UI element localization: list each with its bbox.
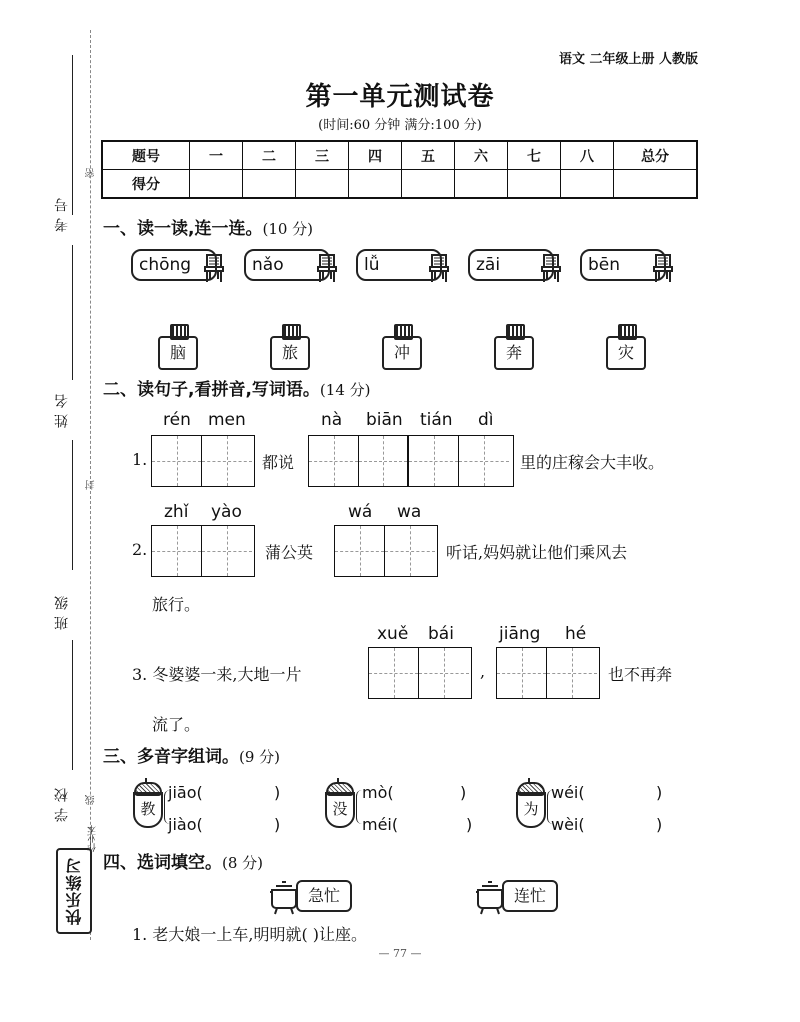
pinyin-hint: men xyxy=(208,410,246,430)
sentence-text: 里的庄稼会大丰收。 xyxy=(520,453,665,472)
score-cell[interactable] xyxy=(402,170,455,199)
score-header-cell: 总分 xyxy=(614,141,698,170)
chair-icon xyxy=(426,253,452,283)
score-header-cell: 一 xyxy=(190,141,243,170)
paren-close: ) xyxy=(274,783,281,802)
pinyin-hint: xuě xyxy=(377,624,409,644)
score-header-cell: 六 xyxy=(455,141,508,170)
score-cell[interactable] xyxy=(190,170,243,199)
score-header-cell: 七 xyxy=(508,141,561,170)
writing-grid[interactable] xyxy=(496,647,600,699)
score-cell[interactable] xyxy=(455,170,508,199)
sentence-text: 听话,妈妈就让他们乘风去 xyxy=(446,543,628,562)
pinyin-hint: rén xyxy=(163,410,191,430)
brand-logo: 快乐练习 xyxy=(56,848,92,934)
char-jar[interactable]: 冲 xyxy=(382,324,422,370)
pinyin-card[interactable]: zāi xyxy=(468,249,554,281)
sentence-text: 旅行。 xyxy=(152,595,201,614)
score-header-cell: 二 xyxy=(243,141,296,170)
writing-grid[interactable] xyxy=(151,525,255,577)
chair-icon xyxy=(201,253,227,283)
pinyin-hint: tián xyxy=(420,410,453,430)
paren-close: ) xyxy=(460,783,467,802)
reading-blank[interactable]: mò( xyxy=(362,783,394,802)
question-number: 2. xyxy=(132,540,148,559)
exam-meta: (时间:60 分钟 满分:100 分) xyxy=(318,118,482,133)
pinyin-hint: wa xyxy=(397,502,422,522)
chair-icon xyxy=(650,253,676,283)
pinyin-hint: nà xyxy=(321,410,343,430)
score-header-cell: 三 xyxy=(296,141,349,170)
acorn-icon: 教 xyxy=(132,778,162,826)
name-line xyxy=(72,245,73,380)
char-jar[interactable]: 旅 xyxy=(270,324,310,370)
paren-close: ) xyxy=(656,783,663,802)
score-cell[interactable] xyxy=(243,170,296,199)
chair-icon xyxy=(314,253,340,283)
page-number: — 77 — xyxy=(378,947,422,960)
school-line xyxy=(72,640,73,770)
writing-grid[interactable] xyxy=(308,435,514,487)
pinyin-hint: jiāng xyxy=(499,624,541,644)
pinyin-hint: zhǐ xyxy=(164,502,189,522)
section-4-heading: 四、选词填空。(8 分) xyxy=(103,853,264,873)
char-jar[interactable]: 奔 xyxy=(494,324,534,370)
section-2-heading: 二、读句子,看拼音,写词语。(14 分) xyxy=(103,380,371,400)
reading-blank[interactable]: wèi( xyxy=(551,815,585,834)
score-cell[interactable] xyxy=(349,170,402,199)
seal-mark-feng: 封 xyxy=(86,480,97,490)
score-cell[interactable] xyxy=(561,170,614,199)
question-number: 1. xyxy=(132,450,148,469)
sentence-text: 也不再奔 xyxy=(608,665,673,684)
school-label: 学校 xyxy=(54,782,70,822)
reading-blank[interactable]: wéi( xyxy=(551,783,585,802)
score-cell[interactable] xyxy=(508,170,561,199)
reading-blank[interactable]: jiào( xyxy=(168,815,203,834)
pinyin-card[interactable]: lǚ xyxy=(356,249,442,281)
score-value-row xyxy=(102,170,697,199)
score-header-row xyxy=(102,141,697,170)
section-1-heading: 一、读一读,连一连。(10 分) xyxy=(103,219,314,239)
seal-mark-xian: 线 xyxy=(86,795,97,805)
score-table xyxy=(101,140,698,199)
subject-info: 语文 二年级上册 人教版 xyxy=(558,52,698,67)
pinyin-card[interactable]: bēn xyxy=(580,249,666,281)
pinyin-hint: dì xyxy=(478,410,494,430)
sentence-text: 蒲公英 xyxy=(265,543,314,562)
page-title: 第一单元测试卷 xyxy=(305,82,495,112)
writing-grid[interactable] xyxy=(368,647,472,699)
char-jar[interactable]: 灾 xyxy=(606,324,646,370)
reading-blank[interactable]: méi( xyxy=(362,815,399,834)
writing-grid[interactable] xyxy=(334,525,438,577)
score-header-cell: 题号 xyxy=(102,141,190,170)
exam-no-label: 考号 xyxy=(54,192,70,232)
name-label: 姓名 xyxy=(54,388,70,428)
seal-mark-mi: 密 xyxy=(86,168,97,178)
score-header-cell: 四 xyxy=(349,141,402,170)
sentence-text: , xyxy=(480,662,486,681)
score-cell[interactable] xyxy=(614,170,698,199)
acorn-icon: 为 xyxy=(515,778,545,826)
paren-close: ) xyxy=(466,815,473,834)
acorn-icon: 没 xyxy=(324,778,354,826)
score-row-label: 得分 xyxy=(102,170,190,199)
class-line xyxy=(72,440,73,570)
sentence-text: 都说 xyxy=(262,453,295,472)
pinyin-hint: yào xyxy=(211,502,242,522)
chair-icon xyxy=(538,253,564,283)
pinyin-hint: hé xyxy=(565,624,587,644)
reading-blank[interactable]: jiāo( xyxy=(168,783,203,802)
sentence-text: 3. 冬婆婆一来,大地一片 xyxy=(132,665,302,684)
score-cell[interactable] xyxy=(296,170,349,199)
sentence-text: 流了。 xyxy=(152,715,201,734)
score-header-cell: 八 xyxy=(561,141,614,170)
score-header-cell: 五 xyxy=(402,141,455,170)
paren-close: ) xyxy=(656,815,663,834)
pinyin-card[interactable]: chōng xyxy=(131,249,217,281)
sentence-text: 1. 老大娘一上车,明明就( )让座。 xyxy=(132,925,368,944)
class-label: 班级 xyxy=(54,590,70,630)
logo-subtitle: 作业本 xyxy=(88,825,98,852)
pinyin-hint: wá xyxy=(348,502,373,522)
section-3-heading: 三、多音字组词。(9 分) xyxy=(103,747,281,767)
word-choice[interactable]: 急忙 xyxy=(296,880,352,912)
char-jar[interactable]: 脑 xyxy=(158,324,198,370)
pinyin-card[interactable]: nǎo xyxy=(244,249,330,281)
paren-close: ) xyxy=(274,815,281,834)
writing-grid[interactable] xyxy=(151,435,255,487)
word-choice[interactable]: 连忙 xyxy=(502,880,558,912)
pinyin-hint: bái xyxy=(428,624,454,644)
pinyin-hint: biān xyxy=(366,410,403,430)
